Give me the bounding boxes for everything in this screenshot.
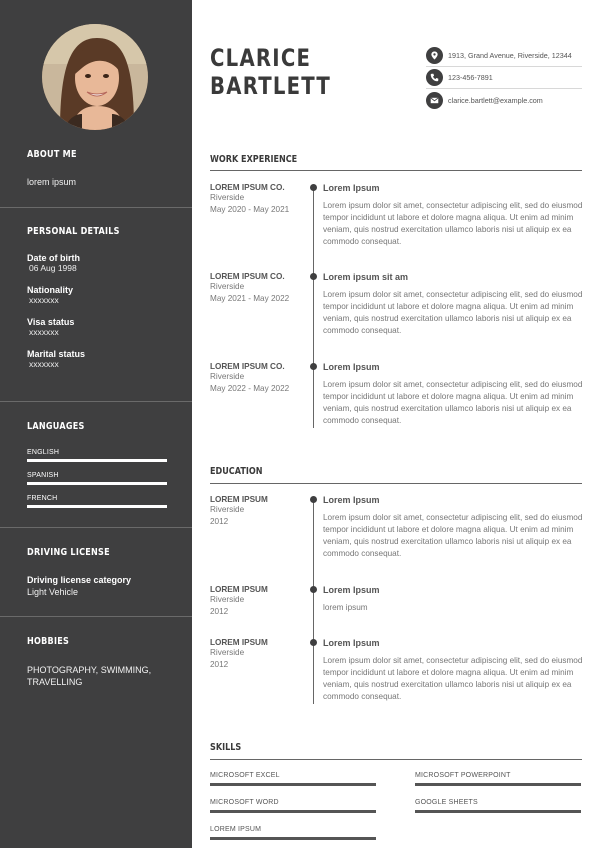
timeline-line <box>313 188 314 428</box>
last-name: BARTLETT <box>210 72 332 100</box>
school-location: Riverside <box>210 648 245 657</box>
language-level-bar <box>27 505 167 508</box>
hobbies-line: PHOTOGRAPHY, SWIMMING, <box>27 665 152 675</box>
timeline-dot <box>310 639 317 646</box>
driving-category-value: Light Vehicle <box>27 587 79 597</box>
sidebar-divider <box>0 616 192 617</box>
languages-section <box>27 421 167 508</box>
about-section <box>27 149 167 187</box>
phone-icon <box>426 69 443 86</box>
contact-block <box>426 45 582 111</box>
timeline-dot <box>310 586 317 593</box>
driving-license-title: DRIVING LICENSE <box>27 547 110 558</box>
education-year: 2012 <box>210 606 229 616</box>
school-location: Riverside <box>210 595 245 604</box>
work-dates: May 2022 - May 2022 <box>210 383 290 393</box>
degree-title: Lorem Ipsum <box>323 638 380 648</box>
visa-label: Visa status <box>27 317 75 327</box>
language-name: FRENCH <box>27 495 58 502</box>
first-name: CLARICE <box>210 44 312 72</box>
contact-email[interactable] <box>426 89 582 111</box>
timeline-dot <box>310 273 317 280</box>
work-dates: May 2020 - May 2021 <box>210 204 290 214</box>
section-divider <box>210 483 582 484</box>
education-year: 2012 <box>210 516 229 526</box>
job-description: Lorem ipsum dolor sit amet, consectetur adipiscing elit, sed do eiusmod tempor incididunt ut labore et dolore magna aliqua. Ut enim ad minim veniam, quis nostrud exercitation ullamco laboris nisi ut aliquip ex ea commodo consequat. <box>323 380 583 425</box>
section-divider <box>210 170 582 171</box>
skill-level-bar <box>415 810 581 813</box>
job-title: Lorem ipsum sit am <box>323 272 409 282</box>
personal-item <box>27 285 167 305</box>
visa-value: xxxxxxx <box>29 327 59 337</box>
education-description: lorem ipsum <box>323 603 368 612</box>
personal-item <box>27 349 167 369</box>
hobbies-line: TRAVELLING <box>27 677 83 687</box>
phone-text: 123-456-7891 <box>448 73 493 82</box>
skill-level-bar <box>210 810 376 813</box>
company-name: LOREM IPSUM CO. <box>210 272 285 281</box>
skill-item <box>415 772 581 786</box>
timeline-dot <box>310 184 317 191</box>
languages-title: LANGUAGES <box>27 421 85 432</box>
skill-item <box>210 826 376 840</box>
education-description: Lorem ipsum dolor sit amet, consectetur adipiscing elit, sed do eiusmod tempor incididunt ut labore et dolore magna aliqua. Ut enim ad minim veniam, quis nostrud exercitation ullamco laboris nisi ut aliquip ex ea commodo consequat. <box>323 513 583 558</box>
school-name: LOREM IPSUM <box>210 638 268 647</box>
driving-license-section <box>27 547 167 597</box>
about-text: lorem ipsum <box>27 177 77 187</box>
section-divider <box>210 759 582 760</box>
company-location: Riverside <box>210 372 245 381</box>
education-title: EDUCATION <box>210 466 263 477</box>
company-name: LOREM IPSUM CO. <box>210 183 285 192</box>
email-icon <box>426 92 443 109</box>
about-title: ABOUT ME <box>27 149 77 160</box>
skill-name: LOREM IPSUM <box>210 826 262 833</box>
timeline-dot <box>310 496 317 503</box>
skill-item <box>415 799 581 813</box>
company-name: LOREM IPSUM CO. <box>210 362 285 371</box>
personal-item <box>27 253 167 273</box>
language-name: SPANISH <box>27 472 59 479</box>
skill-level-bar <box>210 783 376 786</box>
education-description: Lorem ipsum dolor sit amet, consectetur adipiscing elit, sed do eiusmod tempor incididunt ut labore et dolore magna aliqua. Ut enim ad minim veniam, quis nostrud exercitation ullamco laboris nisi ut aliquip ex ea commodo consequat. <box>323 656 583 701</box>
contact-address <box>426 45 582 67</box>
personal-details-section <box>27 226 167 369</box>
education-year: 2012 <box>210 659 229 669</box>
sidebar <box>0 0 192 848</box>
skill-name: MICROSOFT POWERPOINT <box>415 772 511 779</box>
personal-details-title: PERSONAL DETAILS <box>27 226 120 237</box>
skill-item <box>210 799 376 813</box>
language-level-bar <box>27 482 167 485</box>
school-name: LOREM IPSUM <box>210 495 268 504</box>
skill-item <box>210 772 376 786</box>
language-level-bar <box>27 459 167 462</box>
skill-name: MICROSOFT EXCEL <box>210 772 280 779</box>
skill-name: MICROSOFT WORD <box>210 799 279 806</box>
skill-name: GOOGLE SHEETS <box>415 799 478 806</box>
sidebar-divider <box>0 207 192 208</box>
nationality-value: xxxxxxx <box>29 295 59 305</box>
driving-category-label: Driving license category <box>27 575 132 585</box>
dob-value: 06 Aug 1998 <box>29 263 77 273</box>
degree-title: Lorem Ipsum <box>323 495 380 505</box>
job-description: Lorem ipsum dolor sit amet, consectetur adipiscing elit, sed do eiusmod tempor incididunt ut labore et dolore magna aliqua. Ut enim ad minim veniam, quis nostrud exercitation ullamco laboris nisi ut aliquip ex ea commodo consequat. <box>323 290 583 335</box>
school-location: Riverside <box>210 505 245 514</box>
personal-item <box>27 317 167 337</box>
work-dates: May 2021 - May 2022 <box>210 293 290 303</box>
marital-value: xxxxxxx <box>29 359 59 369</box>
job-title: Lorem Ipsum <box>323 362 380 372</box>
sidebar-divider <box>0 401 192 402</box>
hobbies-section <box>27 636 167 687</box>
nationality-label: Nationality <box>27 285 74 295</box>
language-name: ENGLISH <box>27 449 60 456</box>
marital-label: Marital status <box>27 349 86 359</box>
timeline-line <box>313 500 314 704</box>
language-item <box>27 449 167 462</box>
hobbies-title: HOBBIES <box>27 636 70 647</box>
job-title: Lorem Ipsum <box>323 183 380 193</box>
contact-phone <box>426 67 582 89</box>
timeline-dot <box>310 363 317 370</box>
company-location: Riverside <box>210 282 245 291</box>
language-item <box>27 472 167 485</box>
work-experience-title: WORK EXPERIENCE <box>210 154 298 165</box>
skill-level-bar <box>210 837 376 840</box>
sidebar-divider <box>0 527 192 528</box>
location-icon <box>426 47 443 64</box>
school-name: LOREM IPSUM <box>210 585 268 594</box>
degree-title: Lorem Ipsum <box>323 585 380 595</box>
skill-level-bar <box>415 783 581 786</box>
job-description: Lorem ipsum dolor sit amet, consectetur adipiscing elit, sed do eiusmod tempor incididunt ut labore et dolore magna aliqua. Ut enim ad minim veniam, quis nostrud exercitation ullamco laboris nisi ut aliquip ex ea commodo consequat. <box>323 201 583 246</box>
email-text[interactable]: clarice.bartlett@example.com <box>448 95 543 105</box>
address-text: 1913, Grand Avenue, Riverside, 12344 <box>448 51 572 60</box>
company-location: Riverside <box>210 193 245 202</box>
dob-label: Date of birth <box>27 253 80 263</box>
skills-title: SKILLS <box>210 742 242 753</box>
profile-photo <box>42 24 148 130</box>
language-item <box>27 495 167 508</box>
